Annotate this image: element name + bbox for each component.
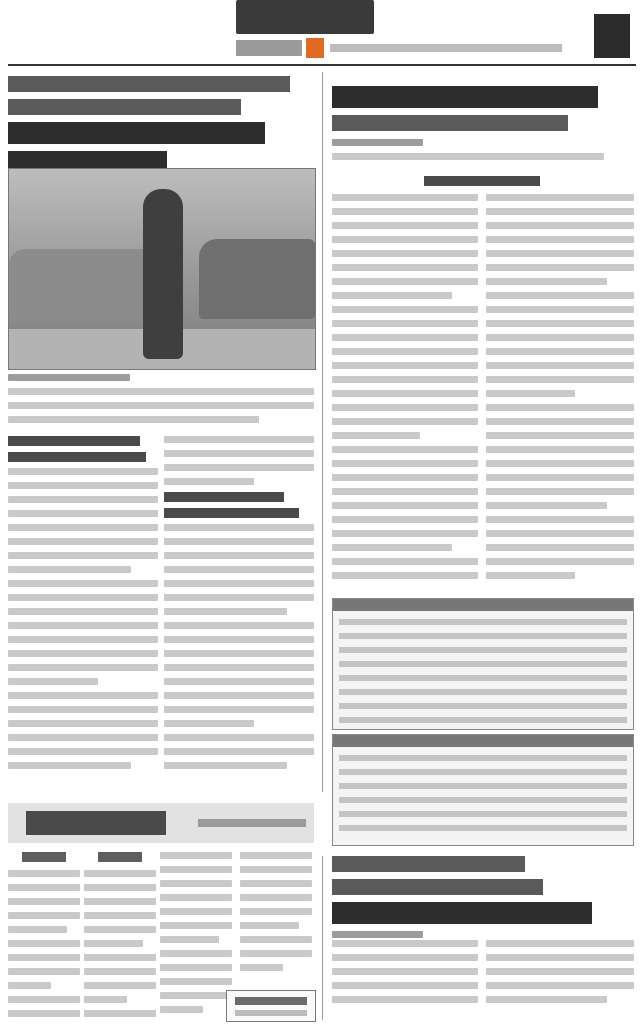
photo-caption [8,374,314,430]
section-title [236,0,374,34]
qa-section-label [424,176,540,192]
right-body-column-2 [486,194,634,586]
schedule-table-junior [332,734,634,846]
paper-logo-mark [306,38,324,58]
column-divider [322,856,323,1020]
page-number [594,14,630,58]
right-article-headline [332,86,634,167]
right-bottom-headline [332,856,634,945]
classified-column-4 [240,852,312,978]
classified-column-3 [160,852,232,1020]
column-divider [322,72,323,792]
paper-logo [236,40,302,56]
schedule-table-primary [332,598,634,730]
page-header [0,0,644,66]
left-body-column-1 [8,436,158,776]
classified-column-1 [8,852,80,1024]
news-photo [8,168,316,370]
dateline [330,44,562,52]
right-bottom-column-1 [332,940,478,1010]
right-body-column-1 [332,194,478,586]
right-bottom-column-2 [486,940,634,1010]
header-rule [8,64,636,66]
ad-hotline-box [226,990,316,1022]
classified-ads-banner [8,803,314,843]
left-article-headline [8,76,314,180]
left-body-column-2 [164,436,314,776]
classified-column-2 [84,852,156,1024]
